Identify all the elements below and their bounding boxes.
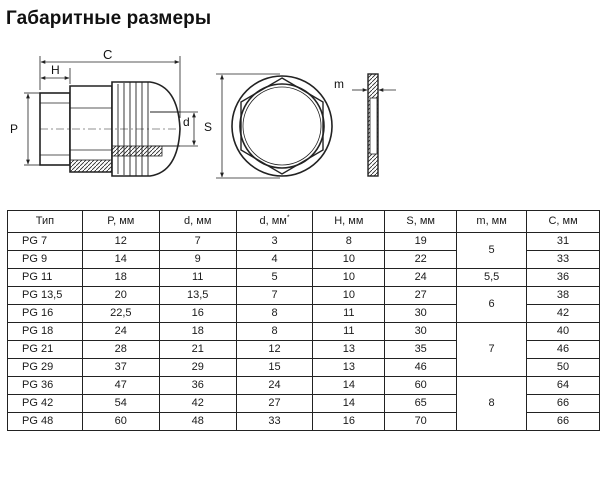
header-type: Тип bbox=[8, 211, 83, 233]
cell-c: 38 bbox=[527, 287, 600, 305]
cell-c: 33 bbox=[527, 251, 600, 269]
cell-d2: 33 bbox=[236, 413, 313, 431]
cell-d: 16 bbox=[159, 305, 236, 323]
cell-s: 19 bbox=[385, 233, 457, 251]
cell-type: PG 7 bbox=[8, 233, 83, 251]
dimensions-table bbox=[7, 210, 600, 431]
cell-d: 11 bbox=[159, 269, 236, 287]
cell-p: 18 bbox=[82, 269, 159, 287]
cell-d2: 4 bbox=[236, 251, 313, 269]
cell-type: PG 21 bbox=[8, 341, 83, 359]
dim-label-m: m bbox=[334, 77, 344, 91]
cell-c: 36 bbox=[527, 269, 600, 287]
cell-m: 6 bbox=[457, 287, 527, 323]
cell-d2: 5 bbox=[236, 269, 313, 287]
dim-label-p: P bbox=[10, 122, 19, 136]
table-row bbox=[8, 269, 600, 287]
cell-d2: 15 bbox=[236, 359, 313, 377]
cell-h: 14 bbox=[313, 377, 385, 395]
dimensions-table-wrapper bbox=[7, 210, 600, 431]
cell-p: 12 bbox=[82, 233, 159, 251]
table-body bbox=[8, 233, 600, 431]
cell-m: 5 bbox=[457, 233, 527, 269]
cell-d: 18 bbox=[159, 323, 236, 341]
cell-type: PG 36 bbox=[8, 377, 83, 395]
cell-p: 22,5 bbox=[82, 305, 159, 323]
cell-d: 42 bbox=[159, 395, 236, 413]
cell-m: 5,5 bbox=[457, 269, 527, 287]
cell-s: 27 bbox=[385, 287, 457, 305]
cell-s: 65 bbox=[385, 395, 457, 413]
cell-p: 20 bbox=[82, 287, 159, 305]
cell-h: 10 bbox=[313, 287, 385, 305]
cell-s: 30 bbox=[385, 305, 457, 323]
cell-h: 11 bbox=[313, 323, 385, 341]
cell-d2: 7 bbox=[236, 287, 313, 305]
cell-c: 40 bbox=[527, 323, 600, 341]
table-row bbox=[8, 323, 600, 341]
cell-s: 22 bbox=[385, 251, 457, 269]
cell-d2: 12 bbox=[236, 341, 313, 359]
cell-s: 30 bbox=[385, 323, 457, 341]
cell-type: PG 16 bbox=[8, 305, 83, 323]
dim-label-s: S bbox=[204, 120, 213, 134]
header-d: d, мм bbox=[159, 211, 236, 233]
cell-s: 24 bbox=[385, 269, 457, 287]
cell-d: 48 bbox=[159, 413, 236, 431]
dim-label-h: H bbox=[51, 63, 60, 77]
cell-p: 24 bbox=[82, 323, 159, 341]
cell-p: 54 bbox=[82, 395, 159, 413]
cell-d: 21 bbox=[159, 341, 236, 359]
cell-h: 13 bbox=[313, 359, 385, 377]
table-header-row bbox=[8, 211, 600, 233]
cell-d: 29 bbox=[159, 359, 236, 377]
cell-d2: 24 bbox=[236, 377, 313, 395]
cell-p: 14 bbox=[82, 251, 159, 269]
header-p: P, мм bbox=[82, 211, 159, 233]
cell-d2: 8 bbox=[236, 323, 313, 341]
cell-c: 42 bbox=[527, 305, 600, 323]
cell-p: 47 bbox=[82, 377, 159, 395]
page-title: Габаритные размеры bbox=[6, 8, 212, 29]
cell-type: PG 29 bbox=[8, 359, 83, 377]
cell-d: 9 bbox=[159, 251, 236, 269]
cell-c: 64 bbox=[527, 377, 600, 395]
header-d-star: d, мм* bbox=[236, 211, 313, 233]
cell-h: 11 bbox=[313, 305, 385, 323]
cell-h: 13 bbox=[313, 341, 385, 359]
nut-side-section bbox=[368, 74, 378, 176]
cell-type: PG 9 bbox=[8, 251, 83, 269]
hex-nut-front-view bbox=[232, 76, 332, 176]
cell-p: 28 bbox=[82, 341, 159, 359]
cell-p: 37 bbox=[82, 359, 159, 377]
table-row bbox=[8, 377, 600, 395]
cell-h: 14 bbox=[313, 395, 385, 413]
header-c: C, мм bbox=[527, 211, 600, 233]
cell-type: PG 13,5 bbox=[8, 287, 83, 305]
technical-drawing bbox=[0, 38, 600, 203]
header-h: H, мм bbox=[313, 211, 385, 233]
cell-c: 66 bbox=[527, 395, 600, 413]
cell-d2: 27 bbox=[236, 395, 313, 413]
cell-c: 31 bbox=[527, 233, 600, 251]
cell-s: 46 bbox=[385, 359, 457, 377]
cell-c: 66 bbox=[527, 413, 600, 431]
footnote-mark: * bbox=[286, 214, 290, 222]
cell-type: PG 11 bbox=[8, 269, 83, 287]
cell-type: PG 18 bbox=[8, 323, 83, 341]
cell-h: 8 bbox=[313, 233, 385, 251]
cell-s: 60 bbox=[385, 377, 457, 395]
cell-m: 8 bbox=[457, 377, 527, 431]
header-m: m, мм bbox=[457, 211, 527, 233]
cell-d2: 3 bbox=[236, 233, 313, 251]
cell-h: 10 bbox=[313, 251, 385, 269]
dim-label-c: C bbox=[103, 47, 113, 62]
cell-c: 46 bbox=[527, 341, 600, 359]
cell-d: 7 bbox=[159, 233, 236, 251]
cell-s: 35 bbox=[385, 341, 457, 359]
dim-label-d: d bbox=[183, 115, 190, 129]
header-s: S, мм bbox=[385, 211, 457, 233]
cell-d2: 8 bbox=[236, 305, 313, 323]
table-row bbox=[8, 233, 600, 251]
cell-h: 16 bbox=[313, 413, 385, 431]
cell-type: PG 42 bbox=[8, 395, 83, 413]
cell-type: PG 48 bbox=[8, 413, 83, 431]
cell-s: 70 bbox=[385, 413, 457, 431]
cell-c: 50 bbox=[527, 359, 600, 377]
table-row bbox=[8, 287, 600, 305]
gland-side-view bbox=[40, 82, 180, 176]
cell-m: 7 bbox=[457, 323, 527, 377]
cell-d: 13,5 bbox=[159, 287, 236, 305]
cell-d: 36 bbox=[159, 377, 236, 395]
cell-h: 10 bbox=[313, 269, 385, 287]
cell-p: 60 bbox=[82, 413, 159, 431]
